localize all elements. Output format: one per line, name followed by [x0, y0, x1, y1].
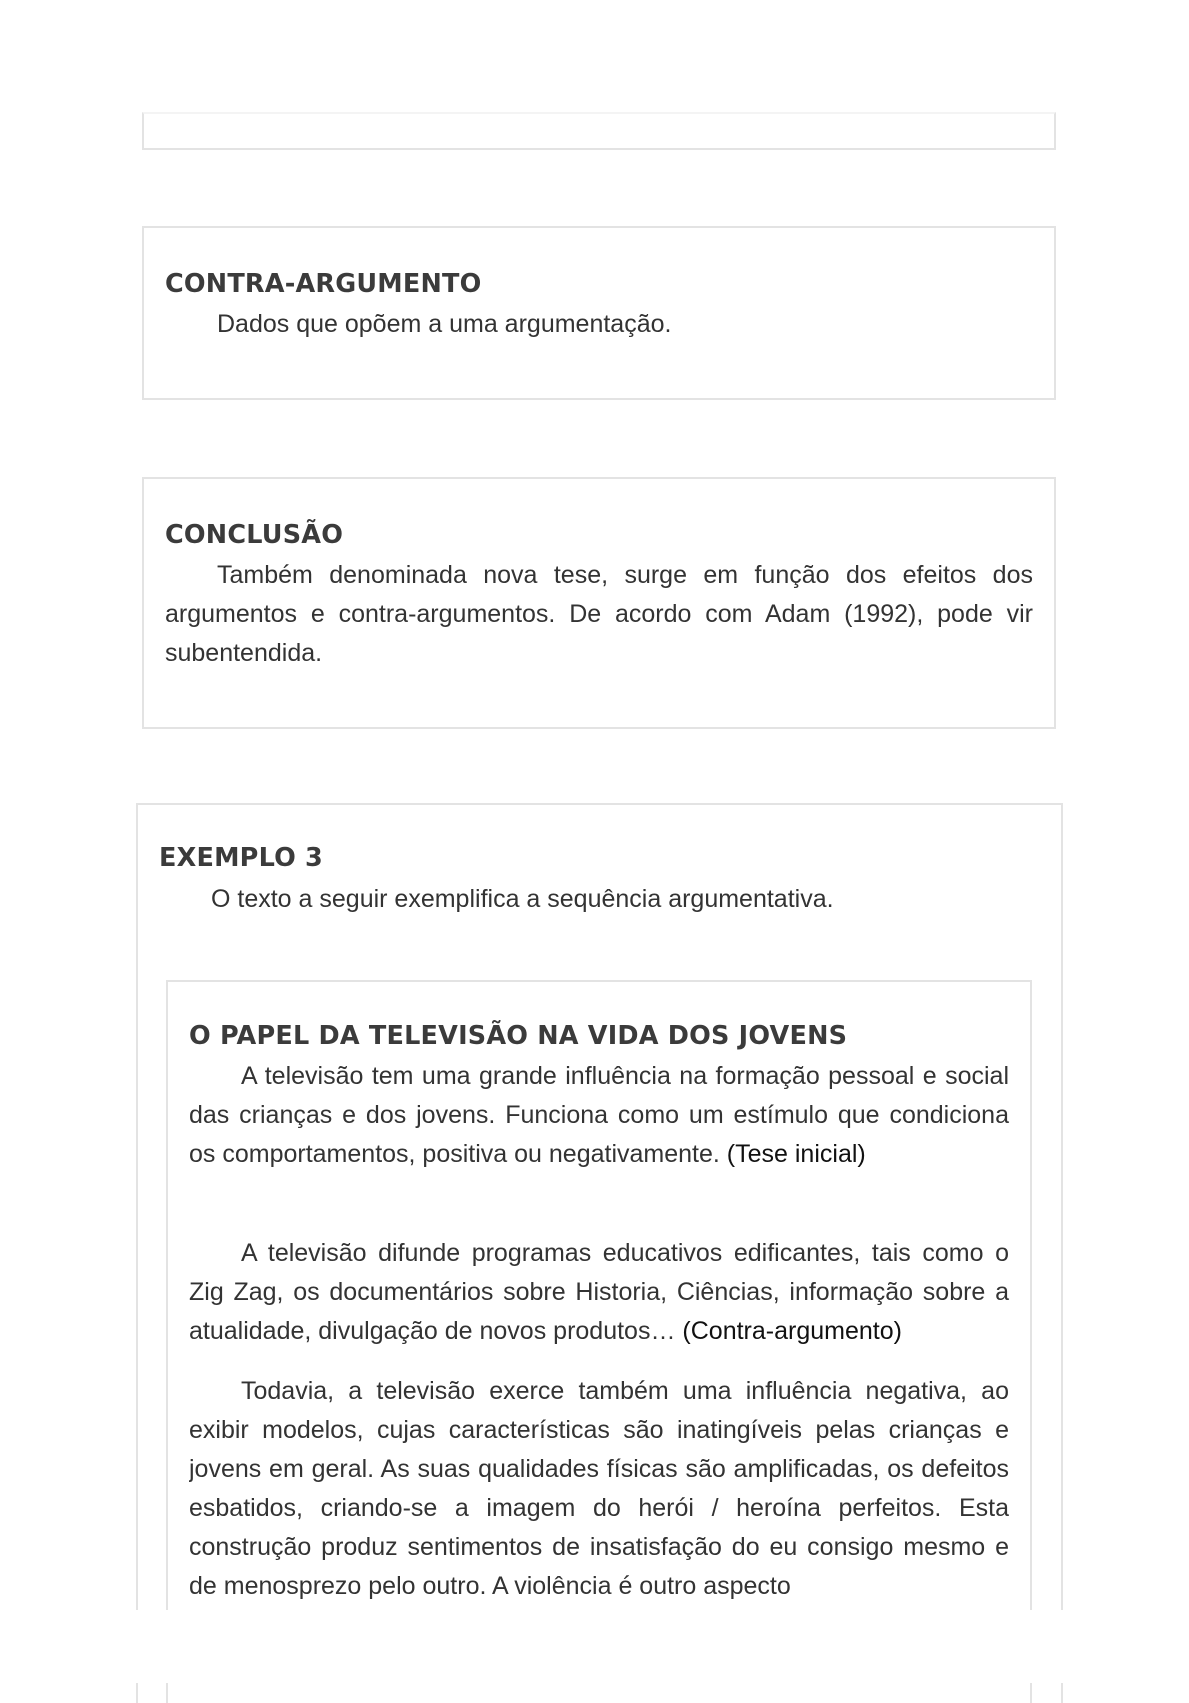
- example-paragraph: [189, 1234, 1009, 1351]
- exemplo-heading: EXEMPLO 3: [159, 843, 324, 873]
- page-bottom-margin: [0, 1610, 1189, 1683]
- contra-argumento-text: Dados que opõem a uma argumentação.: [217, 310, 672, 338]
- example-paragraph: [189, 1057, 1009, 1174]
- paragraph-role-label: (Contra-argumento): [682, 1317, 902, 1345]
- conclusao-heading: CONCLUSÃO: [165, 520, 344, 550]
- conclusao-text: Também denominada nova tese, surge em função dos efeitos dos argumentos e contra-argumentos. De acordo com Adam (1992), pode vir subentendida.: [165, 561, 1033, 667]
- paragraph-role-label: (Tese inicial): [726, 1140, 866, 1168]
- contra-argumento-heading: CONTRA-ARGUMENTO: [165, 269, 482, 299]
- exemplo-intro-text: O texto a seguir exemplifica a sequência argumentativa.: [211, 885, 834, 913]
- paragraph-text: Todavia, a televisão exerce também uma influência negativa, ao exibir modelos, cujas características são inatingíveis pelas crianças e jovens em geral. As suas qualidades físicas são amplificadas, os defeitos esbatidos, criando-se a imagem do herói / heroína perfeitos. Esta construção produz sentimentos de insatisfação do eu consigo mesmo e de menosprezo pelo outro. A violência é outro aspecto: [189, 1377, 1009, 1600]
- paragraph-text: A televisão tem uma grande influência na formação pessoal e social das crianças e dos jovens. Funciona como um estímulo que condiciona os comportamentos, positiva ou negativamente.: [189, 1062, 1009, 1168]
- example-text-title: O PAPEL DA TELEVISÃO NA VIDA DOS JOVENS: [189, 1021, 848, 1051]
- paragraph-text: A televisão difunde programas educativos edificantes, tais como o Zig Zag, os documentários sobre Historia, Ciências, informação sobre a atualidade, divulgação de novos produtos…: [189, 1239, 1009, 1345]
- previous-section-box-fragment: [142, 112, 1056, 150]
- example-paragraph: [189, 1372, 1009, 1615]
